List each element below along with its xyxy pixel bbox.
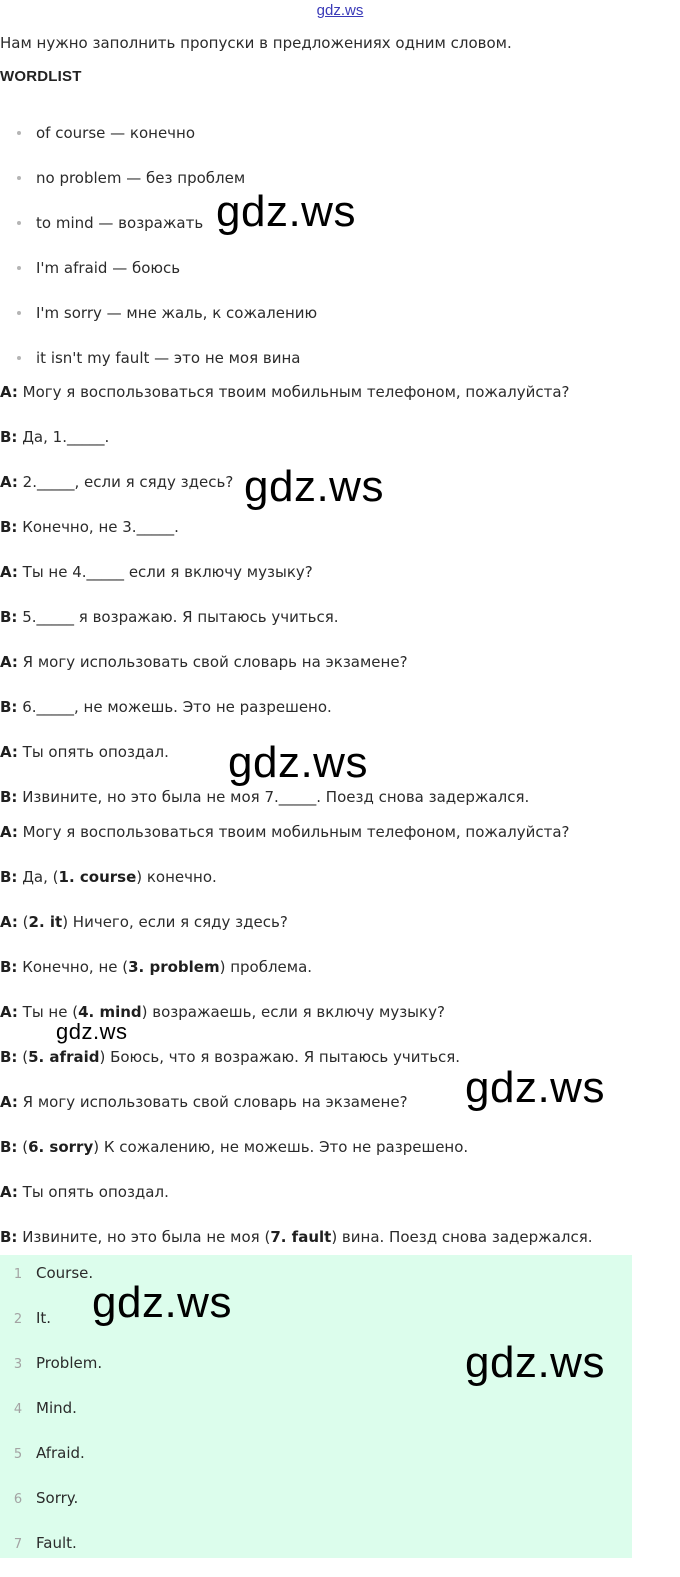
answer-item: 6 Sorry. <box>13 1489 79 1507</box>
dialog-line: B: Извините, но это была не моя (7. fault) вина. Поезд снова задержался. <box>0 1228 593 1246</box>
answer-item: 7 Fault. <box>13 1534 77 1552</box>
bullet-icon <box>17 266 21 270</box>
answers-list <box>0 1262 102 1577</box>
wordlist-item: of course — конечно <box>0 112 317 157</box>
bullet-icon <box>17 311 21 315</box>
wordlist <box>0 112 317 382</box>
answer-item: 1 Course. <box>13 1264 94 1282</box>
watermark: gdz.ws <box>244 462 384 511</box>
answer-dialog <box>0 821 593 1271</box>
dialog-line: A: Я могу использовать свой словарь на экзамене? <box>0 1093 408 1111</box>
wordlist-item: to mind — возражать <box>0 202 317 247</box>
watermark: gdz.ws <box>56 1019 128 1044</box>
watermark: gdz.ws <box>465 1338 605 1387</box>
dialog-line: A: Ты опять опоздал. <box>0 1183 169 1201</box>
bullet-icon <box>17 131 21 135</box>
bullet-icon <box>17 221 21 225</box>
dialog-line: B: Конечно, не (3. problem) проблема. <box>0 958 313 976</box>
bullet-icon <box>17 176 21 180</box>
dialog-line: A: 2._____, если я сяду здесь? <box>0 473 234 491</box>
wordlist-heading: WORDLIST <box>0 68 82 85</box>
dialog-line: A: (2. it) Ничего, если я сяду здесь? <box>0 913 288 931</box>
task-intro: Нам нужно заполнить пропуски в предложениях одним словом. <box>0 34 512 52</box>
dialog-line: A: Ты не 4._____ если я включу музыку? <box>0 563 313 581</box>
dialog-line: B: 5._____ я возражаю. Я пытаюсь учиться. <box>0 608 339 626</box>
dialog-line: A: Я могу использовать свой словарь на экзамене? <box>0 653 408 671</box>
wordlist-item: I'm afraid — боюсь <box>0 247 317 292</box>
wordlist-item: no problem — без проблем <box>0 157 317 202</box>
dialog-line: B: 6._____, не можешь. Это не разрешено. <box>0 698 332 716</box>
answer-item: 3 Problem. <box>13 1354 103 1372</box>
dialog-line: B: (5. afraid) Боюсь, что я возражаю. Я пытаюсь учиться. <box>0 1048 461 1066</box>
wordlist-item: it isn't my fault — это не моя вина <box>0 337 317 382</box>
dialog-line: B: Да, (1. course) конечно. <box>0 868 217 886</box>
watermark: gdz.ws <box>465 1063 605 1112</box>
dialog-line: B: (6. sorry) К сожалению, не можешь. Это не разрешено. <box>0 1138 469 1156</box>
site-link[interactable]: gdz.ws <box>316 2 364 19</box>
dialog-line: A: Ты опять опоздал. <box>0 743 169 761</box>
answer-item: 2 It. <box>13 1309 52 1327</box>
dialog-line: A: Могу я воспользоваться твоим мобильным телефоном, пожалуйста? <box>0 823 570 841</box>
dialog-line: B: Да, 1._____. <box>0 428 110 446</box>
dialog-line: A: Ты не (4. mind) возражаешь, если я включу музыку? <box>0 1003 445 1021</box>
answer-item: 5 Afraid. <box>13 1444 85 1462</box>
watermark: gdz.ws <box>92 1278 232 1327</box>
watermark: gdz.ws <box>216 187 356 236</box>
answer-item: 4 Mind. <box>13 1399 77 1417</box>
dialog-line: B: Конечно, не 3._____. <box>0 518 179 536</box>
dialog-line: B: Извините, но это была не моя 7._____. Поезд снова задержался. <box>0 788 530 806</box>
dialog-line: A: Могу я воспользоваться твоим мобильным телефоном, пожалуйста? <box>0 383 570 401</box>
bullet-icon <box>17 356 21 360</box>
wordlist-item: I'm sorry — мне жаль, к сожалению <box>0 292 317 337</box>
watermark: gdz.ws <box>228 738 368 787</box>
